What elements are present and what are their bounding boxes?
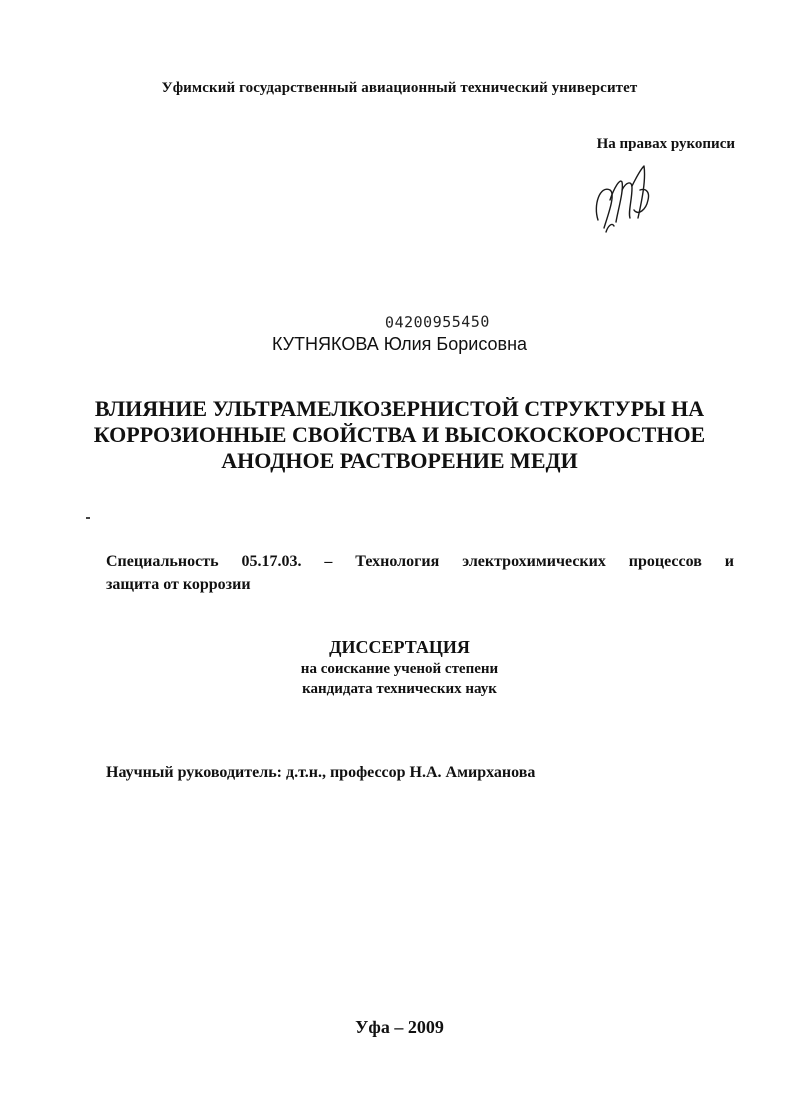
scan-mark: [86, 517, 90, 519]
thesis-title-line-2: КОРРОЗИОННЫЕ СВОЙСТВА И ВЫСОКОСКОРОСТНОЕ: [93, 422, 706, 447]
degree-line-1: на соискание ученой степени: [300, 661, 499, 677]
author-name: КУТНЯКОВА Юлия Борисовна: [271, 334, 528, 354]
specialty: [106, 550, 734, 596]
specialty-line-1: Специальность 05.17.03. – Технология электрохимических процессов и: [106, 553, 734, 570]
degree-block: [0, 635, 799, 699]
signature: [588, 160, 668, 240]
work-type: ДИССЕРТАЦИЯ: [329, 637, 470, 657]
city-year: Уфа – 2009: [355, 1017, 444, 1037]
specialty-line-2: защита от коррозии: [106, 576, 251, 593]
archive-number: 04200955450: [384, 312, 490, 332]
thesis-title-line-3: АНОДНОЕ РАСТВОРЕНИЕ МЕДИ: [221, 448, 578, 473]
degree-line-2: кандидата технических наук: [302, 681, 497, 697]
university-name: Уфимский государственный авиационный технический университет: [161, 80, 638, 96]
scientific-supervisor: Научный руководитель: д.т.н., профессор Н.А. Амирханова: [106, 764, 536, 781]
thesis-title: [0, 396, 799, 474]
thesis-title-line-1: ВЛИЯНИЕ УЛЬТРАМЕЛКОЗЕРНИСТОЙ СТРУКТУРЫ НА: [94, 396, 705, 421]
rights-note: На правах рукописи: [596, 136, 735, 152]
